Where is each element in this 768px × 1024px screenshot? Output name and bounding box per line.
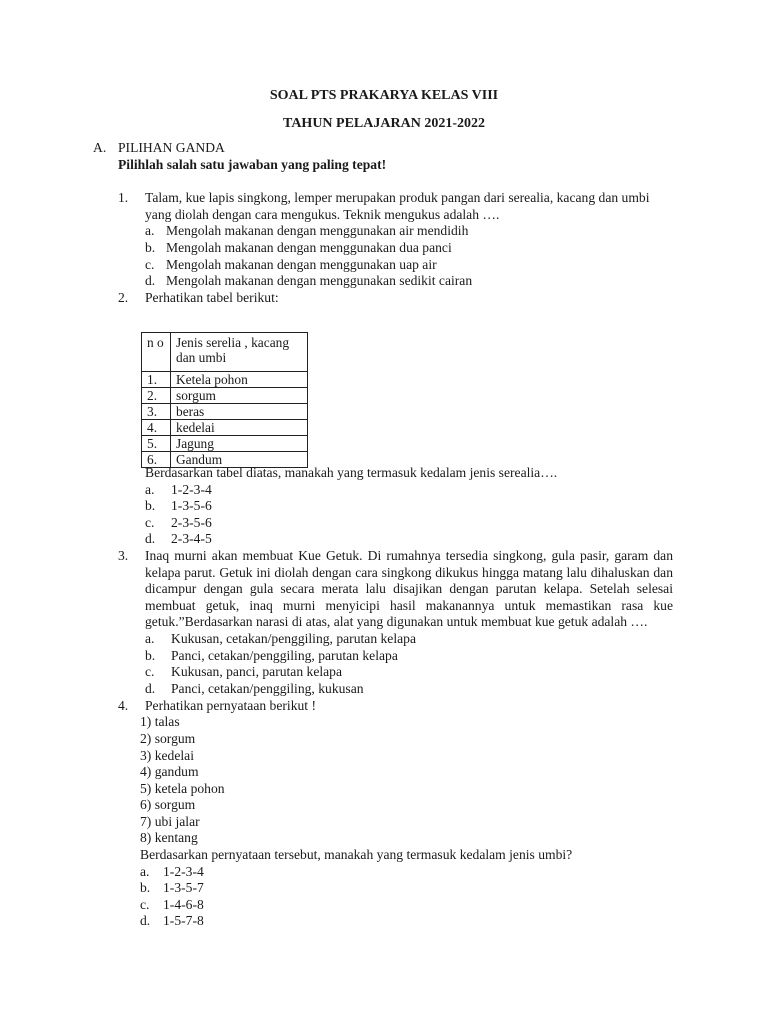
table-row	[142, 372, 308, 388]
question-text-line: Talam, kue lapis singkong, lemper merupakan produk pangan dari serealia, kacang dan umbi	[145, 190, 650, 205]
option-text: Kukusan, cetakan/penggiling, parutan kelapa	[171, 631, 416, 646]
table-cell: beras	[171, 404, 308, 420]
table-row	[142, 436, 308, 452]
table-cell: Gandum	[171, 452, 308, 468]
option-text: Mengolah makanan dengan menggunakan sedikit cairan	[166, 273, 473, 288]
option-label: b.	[140, 880, 151, 895]
table-cell: 5.	[142, 436, 171, 452]
option-label: b.	[145, 648, 156, 663]
statement-item: 2) sorgum	[140, 731, 196, 746]
option-text: 1-2-3-4	[171, 482, 212, 497]
option-label: c.	[140, 897, 150, 912]
table-header-cell	[171, 333, 308, 372]
option-text: 1-5-7-8	[163, 913, 204, 928]
section-label: A.	[93, 140, 107, 155]
header-no-text: n o	[147, 335, 164, 350]
statement-item: 4) gandum	[140, 764, 199, 779]
option-label: a.	[145, 223, 155, 238]
table-header-row	[142, 333, 308, 372]
question-text: Perhatikan pernyataan berikut !	[145, 698, 316, 713]
document-title: SOAL PTS PRAKARYA KELAS VIII	[269, 88, 499, 103]
question-number: 3.	[118, 548, 129, 563]
header-name-text: Jenis serelia , kacang dan umbi	[176, 335, 290, 365]
question-number: 1.	[118, 190, 129, 205]
table-cell: sorgum	[171, 388, 308, 404]
option-text: Panci, cetakan/penggiling, parutan kelapa	[171, 648, 398, 663]
academic-year: TAHUN PELAJARAN 2021-2022	[283, 116, 485, 131]
option-label: c.	[145, 664, 155, 679]
table-cell: 1.	[142, 372, 171, 388]
option-text: Kukusan, panci, parutan kelapa	[171, 664, 342, 679]
table-cell: Ketela pohon	[171, 372, 308, 388]
question-text: Inaq murni akan membuat Kue Getuk. Di rumahnya tersedia singkong, gula pasir, garam dan kelapa parut. Getuk ini diolah dengan cara singkong dikukus hingga matang lalu dihaluskan dan dicampur dengan gula secara merata lalu disajikan dengan parutan kelapa. Setelah selesai membuat getuk, inaq murni menyicipi hasil makanannya untuk memastikan rasa kue getuk.”Berdasarkan narasi di atas, alat yang digunakan untuk membuat kue getuk adalah ….	[145, 548, 673, 630]
option-text: Mengolah makanan dengan menggunakan dua panci	[166, 240, 452, 255]
option-text: 2-3-4-5	[171, 531, 212, 546]
option-text: 1-3-5-6	[171, 498, 212, 513]
cereal-table	[141, 332, 308, 468]
option-label: b.	[145, 240, 156, 255]
option-text: 1-2-3-4	[163, 864, 204, 879]
option-label: d.	[145, 681, 156, 696]
option-label: d.	[145, 273, 156, 288]
table-row	[142, 388, 308, 404]
table-header-cell	[142, 333, 171, 372]
table-row	[142, 420, 308, 436]
option-text: Mengolah makanan dengan menggunakan air mendidih	[166, 223, 469, 238]
question-text-line: yang diolah dengan cara mengukus. Teknik mengukus adalah ….	[145, 207, 500, 222]
question-number: 2.	[118, 290, 129, 305]
option-label: d.	[140, 913, 151, 928]
option-label: a.	[140, 864, 150, 879]
option-label: a.	[145, 482, 155, 497]
statement-item: 7) ubi jalar	[140, 814, 200, 829]
option-text: 2-3-5-6	[171, 515, 212, 530]
statement-item: 5) ketela pohon	[140, 781, 225, 796]
option-label: b.	[145, 498, 156, 513]
option-label: c.	[145, 257, 155, 272]
table-cell: 3.	[142, 404, 171, 420]
table-cell: 2.	[142, 388, 171, 404]
table-cell: 4.	[142, 420, 171, 436]
option-text: Mengolah makanan dengan menggunakan uap air	[166, 257, 437, 272]
option-label: a.	[145, 631, 155, 646]
option-label: c.	[145, 515, 155, 530]
statement-item: 8) kentang	[140, 830, 198, 845]
statement-item: 3) kedelai	[140, 748, 194, 763]
section-title: PILIHAN GANDA	[118, 140, 225, 155]
statement-item: 1) talas	[140, 714, 180, 729]
question-text: Berdasarkan tabel diatas, manakah yang termasuk kedalam jenis serealia….	[145, 465, 558, 480]
option-text: Panci, cetakan/penggiling, kukusan	[171, 681, 364, 696]
table-row	[142, 404, 308, 420]
option-text: 1-4-6-8	[163, 897, 204, 912]
section-instruction: Pilihlah salah satu jawaban yang paling tepat!	[118, 157, 387, 172]
table-cell: Jagung	[171, 436, 308, 452]
statement-item: 6) sorgum	[140, 797, 196, 812]
option-text: 1-3-5-7	[163, 880, 204, 895]
option-label: d.	[145, 531, 156, 546]
question-number: 4.	[118, 698, 129, 713]
table-cell: 6.	[142, 452, 171, 468]
table-cell: kedelai	[171, 420, 308, 436]
question-text: Berdasarkan pernyataan tersebut, manakah yang termasuk kedalam jenis umbi?	[140, 847, 573, 862]
question-text: Perhatikan tabel berikut:	[145, 290, 279, 305]
